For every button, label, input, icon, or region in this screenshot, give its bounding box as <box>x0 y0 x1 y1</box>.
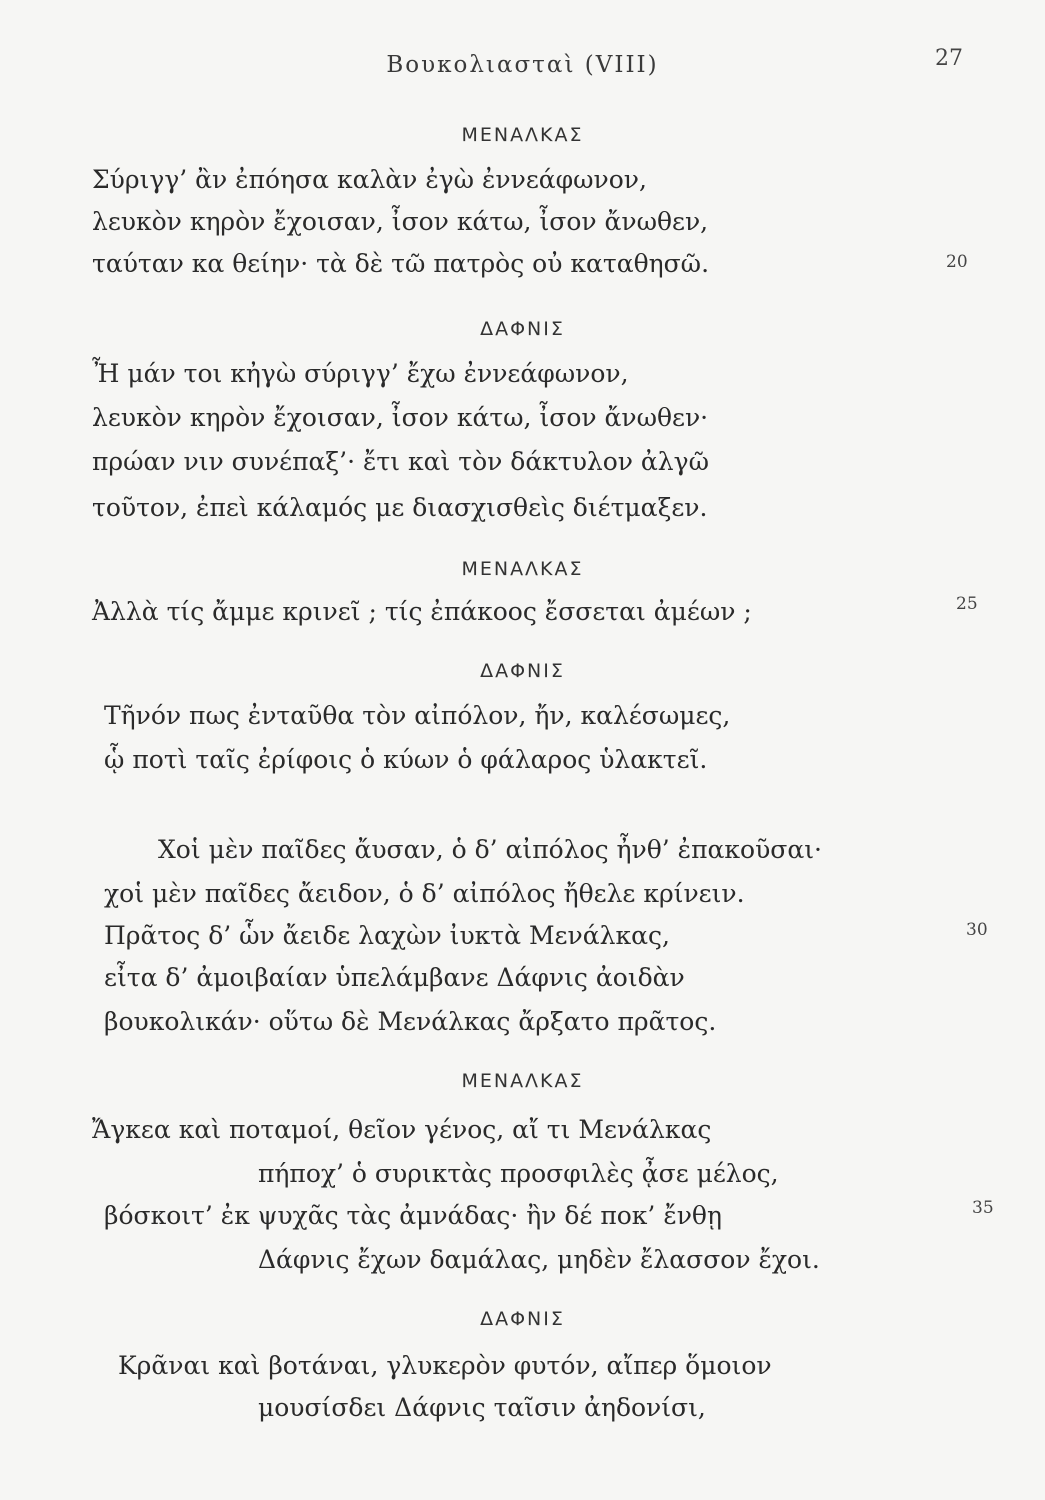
verse-line: χοἱ μὲν παῖδες ἄειδον, ὁ δ’ αἰπόλος ἤθελε κρίνειν. <box>104 879 745 908</box>
verse-line: Ἀλλὰ τίς ἄμμε κρινεῖ ; τίς ἐπάκοος ἔσσεται ἀμέων ; <box>92 597 752 626</box>
verse-line: πήποχ’ ὁ συρικτὰς προσφιλὲς ᾆσε μέλος, <box>258 1159 779 1188</box>
speaker-heading: ΜΕΝΑΛΚΑΣ <box>461 1070 584 1092</box>
verse-line: Ἄγκεα καὶ ποταμοί, θεῖον γένος, αἴ τι Μενάλκας <box>92 1115 712 1144</box>
line-number: 35 <box>972 1198 994 1218</box>
verse-line: Χοἱ μὲν παῖδες ἄυσαν, ὁ δ’ αἰπόλος ἦνθ’ ἐπακοῦσαι· <box>158 835 822 864</box>
speaker-heading: ΔΑΦΝΙΣ <box>480 660 565 682</box>
line-number: 30 <box>966 920 988 940</box>
speaker-heading: ΜΕΝΑΛΚΑΣ <box>461 558 584 580</box>
verse-line: Τῆνόν πως ἐνταῦθα τὸν αἰπόλον, ἤν, καλέσωμες, <box>104 701 731 730</box>
verse-line: Δάφνις ἔχων δαμάλας, μηδὲν ἔλασσον ἔχοι. <box>258 1245 820 1274</box>
verse-line: λευκὸν κηρὸν ἔχοισαν, ἶσον κάτω, ἶσον ἄνωθεν· <box>92 403 709 432</box>
verse-line: Πρᾶτος δ’ ὧν ἄειδε λαχὼν ἰυκτὰ Μενάλκας, <box>104 921 670 950</box>
verse-line: εἶτα δ’ ἀμοιβαίαν ὑπελάμβανε Δάφνις ἀοιδὰν <box>104 963 685 992</box>
verse-line: μουσίσδει Δάφνις ταῖσιν ἀηδονίσι, <box>258 1393 706 1422</box>
verse-line: λευκὸν κηρὸν ἔχοισαν, ἶσον κάτω, ἶσον ἄνωθεν, <box>92 207 709 236</box>
page-number: 27 <box>935 46 963 71</box>
speaker-heading: ΜΕΝΑΛΚΑΣ <box>461 124 584 146</box>
verse-line: Σύριγγ’ ἂν ἐπόησα καλὰν ἐγὼ ἐννεάφωνον, <box>92 165 647 194</box>
verse-line: ᾧ ποτὶ ταῖς ἐρίφοις ὁ κύων ὁ φάλαρος ὑλακτεῖ. <box>104 745 708 774</box>
verse-line: πρώαν νιν συνέπαξ’· ἔτι καὶ τὸν δάκτυλον ἀλγῶ <box>92 447 709 476</box>
verse-line: ταύταν κα θείην· τὰ δὲ τῶ πατρὸς οὐ καταθησῶ. <box>92 249 710 278</box>
verse-line: βόσκοιτ’ ἐκ ψυχᾶς τὰς ἀμνάδας· ἢν δέ ποκ’ ἔνθῃ <box>104 1201 722 1230</box>
running-title: Βουκολιασταὶ (VIII) <box>386 52 659 78</box>
speaker-heading: ΔΑΦΝΙΣ <box>480 318 565 340</box>
verse-line: Κρᾶναι καὶ βοτάναι, γλυκερὸν φυτόν, αἴπερ ὅμοιον <box>118 1351 772 1380</box>
verse-line: Ἦ μάν τοι κἠγὼ σύριγγ’ ἔχω ἐννεάφωνον, <box>92 359 629 388</box>
line-number: 25 <box>956 594 978 614</box>
verse-line: βουκολικάν· οὕτω δὲ Μενάλκας ἄρξατο πρᾶτος. <box>104 1007 717 1036</box>
verse-line: τοῦτον, ἐπεὶ κάλαμός με διασχισθεὶς διέτμαξεν. <box>92 493 708 522</box>
speaker-heading: ΔΑΦΝΙΣ <box>480 1308 565 1330</box>
line-number: 20 <box>946 252 968 272</box>
